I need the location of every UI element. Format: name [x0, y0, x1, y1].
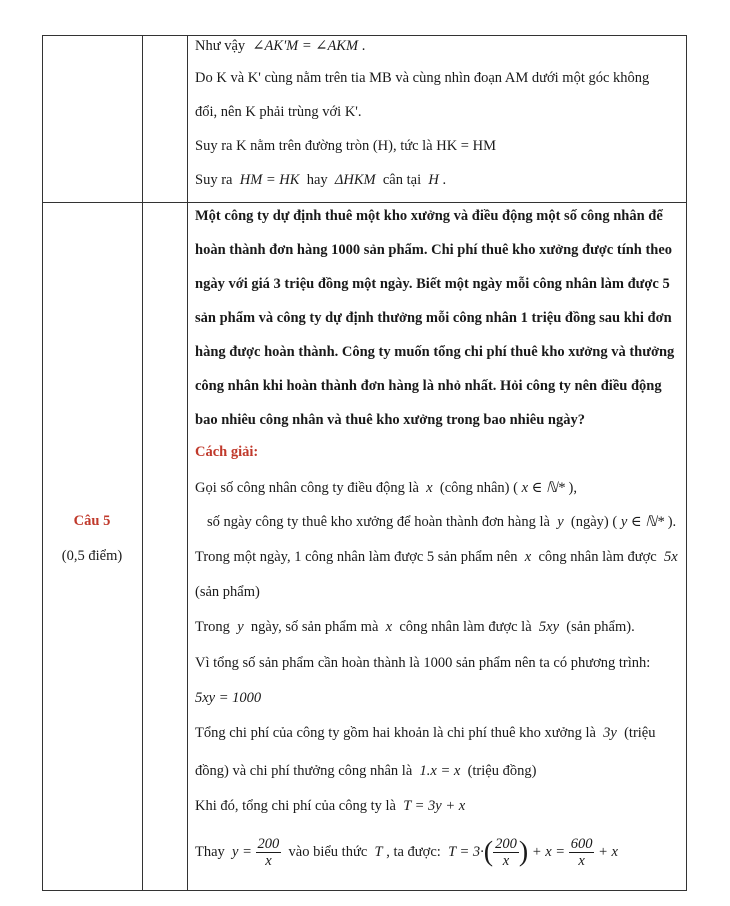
solution-line: số ngày công ty thuê kho xưởng để hoàn thành đơn hàng là y (ngày) ( y ∈ ℕ* ). — [207, 514, 677, 530]
solution-line: Khi đó, tổng chi phí của công ty là T = 3y + x — [195, 798, 466, 814]
table-divider-1 — [142, 35, 143, 891]
problem-line: công nhân khi hoàn thành đơn hàng là nhỏ nhất. Hỏi công ty nên điều động — [195, 378, 662, 394]
fraction: $\frac{200}{x}$ — [495, 836, 517, 870]
solution-line: đồng) và chi phí thưởng công nhân là 1.x = x (triệu đồng) — [195, 763, 537, 779]
text-line: đổi, nên K phải trùng với K'. — [195, 104, 362, 120]
fraction: $\frac{200}{x}$ — [257, 836, 280, 870]
problem-line: sản phẩm và công ty dự định thưởng mỗi công nhân 1 triệu đồng sau khi đơn — [195, 310, 672, 326]
fraction: $\frac{600}{x}$ — [570, 836, 593, 870]
table-divider-2 — [187, 35, 188, 891]
solution-line: Vì tổng số sản phẩm cần hoàn thành là 1000 sản phẩm nên ta có phương trình: — [195, 655, 651, 671]
solution-line: Gọi số công nhân công ty điều động là x (công nhân) ( x ∈ ℕ* ), — [195, 480, 577, 496]
table-border-left — [42, 35, 43, 891]
problem-line: hoàn thành đơn hàng 1000 sản phẩm. Chi phí thuê kho xưởng được tính theo — [195, 242, 673, 258]
substitution-line: Thay y = $\frac{200}{x}$ vào biểu thức T , ta được: T = 3·( $\frac{200}{x}$ ) + x = $\frac{600}{x}$ + x — [195, 836, 618, 870]
problem-line: bao nhiêu công nhân và thuê kho xưởng trong bao nhiêu ngày? — [195, 412, 585, 428]
problem-line: ngày với giá 3 triệu đồng một ngày. Biết một ngày mỗi công nhân làm được 5 — [195, 276, 670, 292]
text-line: Do K và K' cùng nằm trên tia MB và cùng nhìn đoạn AM dưới một góc không — [195, 70, 650, 86]
solution-line: Trong y ngày, số sản phẩm mà x công nhân làm được là 5xy (sản phẩm). — [195, 619, 635, 635]
equation: 5xy = 1000 — [195, 690, 262, 706]
text-line: Như vậy ∠AK'M = ∠AKM . — [195, 38, 366, 54]
solution-line: Tổng chi phí của công ty gồm hai khoản là chi phí thuê kho xưởng là 3y (triệu — [195, 725, 656, 741]
problem-line: hàng được hoàn thành. Công ty muốn tổng chi phí thuê kho xưởng và thưởng — [195, 344, 675, 360]
row-separator — [42, 202, 687, 203]
problem-line: Một công ty dự định thuê một kho xưởng và điều động một số công nhân để — [195, 208, 663, 224]
table-border-bottom — [42, 890, 687, 891]
solution-heading: Cách giải: — [195, 444, 259, 460]
question-label: Câu 5 — [73, 513, 111, 529]
question-points: (0,5 điểm) — [61, 548, 123, 564]
table-border-right — [686, 35, 687, 891]
text-line: Suy ra K nằm trên đường tròn (H), tức là HK = HM — [195, 138, 496, 154]
text-line: Suy ra HM = HK hay ΔHKM cân tại H . — [195, 172, 447, 188]
solution-line: Trong một ngày, 1 công nhân làm được 5 sản phẩm nên x công nhân làm được 5x — [195, 549, 678, 565]
table-border-top — [42, 35, 687, 36]
solution-line: (sản phẩm) — [195, 584, 260, 600]
